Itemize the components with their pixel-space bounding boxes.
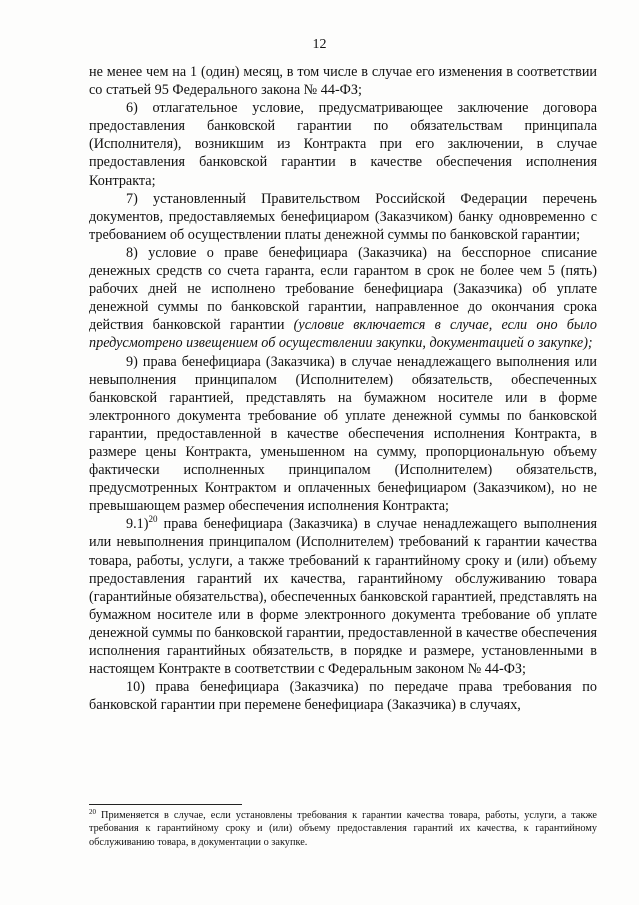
paragraph-item-9-1 (89, 515, 597, 678)
paragraph-italic-note: (условие включается в случае, если оно было предусмотрено извещением об осуществлении закупки, документацией о закупке); (89, 317, 597, 352)
paragraph-text: 6) отлагательное условие, предусматривающее заключение договора предоставления банковской гарантии по обязательствам принципала (Исполнителя), возникшим из Контракта при его заключении, в случае предоставления банковской гарантии в качестве обеспечения исполнения Контракта; (89, 100, 597, 189)
paragraph-continuation (89, 63, 597, 99)
paragraph-item-6 (89, 99, 597, 189)
paragraph-text: 10) права бенефициара (Заказчика) по передаче права требования по банковской гарантии при перемене бенефициара (Заказчика) в случаях, (89, 679, 597, 714)
paragraph-text: не менее чем на 1 (один) месяц, в том числе в случае его изменения в соответствии со статьей 95 Федерального закона № 44-ФЗ; (89, 64, 597, 99)
page-number: 12 (312, 37, 327, 52)
paragraph-item-7 (89, 190, 597, 244)
paragraph-item-8 (89, 244, 597, 353)
footnote-text: Применяется в случае, если установлены требования к гарантии качества товара, работы, услуги, а также требования к гарантийному сроку и (или) объему предоставления гарантий их качества, к гарантийному обслуживанию товара, в документации о закупке. (89, 810, 597, 848)
paragraph-text: 7) установленный Правительством Российской Федерации перечень документов, предоставляемых бенефициаром (Заказчиком) банку одновременно с требованием об осуществлении платы денежной суммы по банковской гарантии; (89, 190, 597, 243)
footnote-divider (89, 804, 242, 805)
footnote (89, 809, 597, 849)
paragraph-item-9 (89, 353, 597, 516)
footnote-marker: 20 (89, 808, 96, 816)
paragraph-text: 9) права бенефициара (Заказчика) в случае ненадлежащего выполнения или невыполнения принципалом (Исполнителем) обязательств, обеспеченных банковской гарантией, представлять на бумажном носителе или в форме электронного документа требование об уплате денежной суммы по банковской гарантии, предоставленной в качестве обеспечения исполнения Контракта, в размере цены Контракта, уменьшенном на сумму, пропорциональную объему фактически исполненных принципалом (Исполнителем) обязательств, предусмотренных Контрактом и оплаченных бенефициаром (Заказчиком), но не превышающем размер обеспечения исполнения Контракта; (89, 353, 597, 515)
paragraph-text: 8) условие о праве бенефициара (Заказчика) на бесспорное списание денежных средств со счета гаранта, если гарантом в срок не более чем 5 (пять) рабочих дней не исполнено требование бенефициара (Заказчика) об уплате денежной суммы по банковской гарантии, направленное до окончания срока действия банковской гарантии (89, 244, 597, 334)
body-text (89, 63, 597, 714)
paragraph-text: права бенефициара (Заказчика) в случае ненадлежащего выполнения или невыполнения принципалом (Исполнителем) требований к гарантии качества товара, работы, услуги, а также требований к гарантийному сроку и (или) объему предоставления гарантий их качества, гарантийному обслуживанию товара (гарантийные обязательства), обеспеченных банковской гарантией, представлять на бумажном носителе или в форме электронного документа требование об уплате денежной суммы по банковской гарантии, предоставленной в качестве обеспечения исполнения гарантийных обязательств, в порядке и размере, установленными в настоящем Контракте в соответствии с Федеральным законом № 44-ФЗ; (89, 516, 597, 678)
paragraph-item-10 (89, 678, 597, 714)
footnote-reference: 20 (148, 514, 158, 525)
paragraph-prefix: 9.1) (126, 516, 149, 533)
